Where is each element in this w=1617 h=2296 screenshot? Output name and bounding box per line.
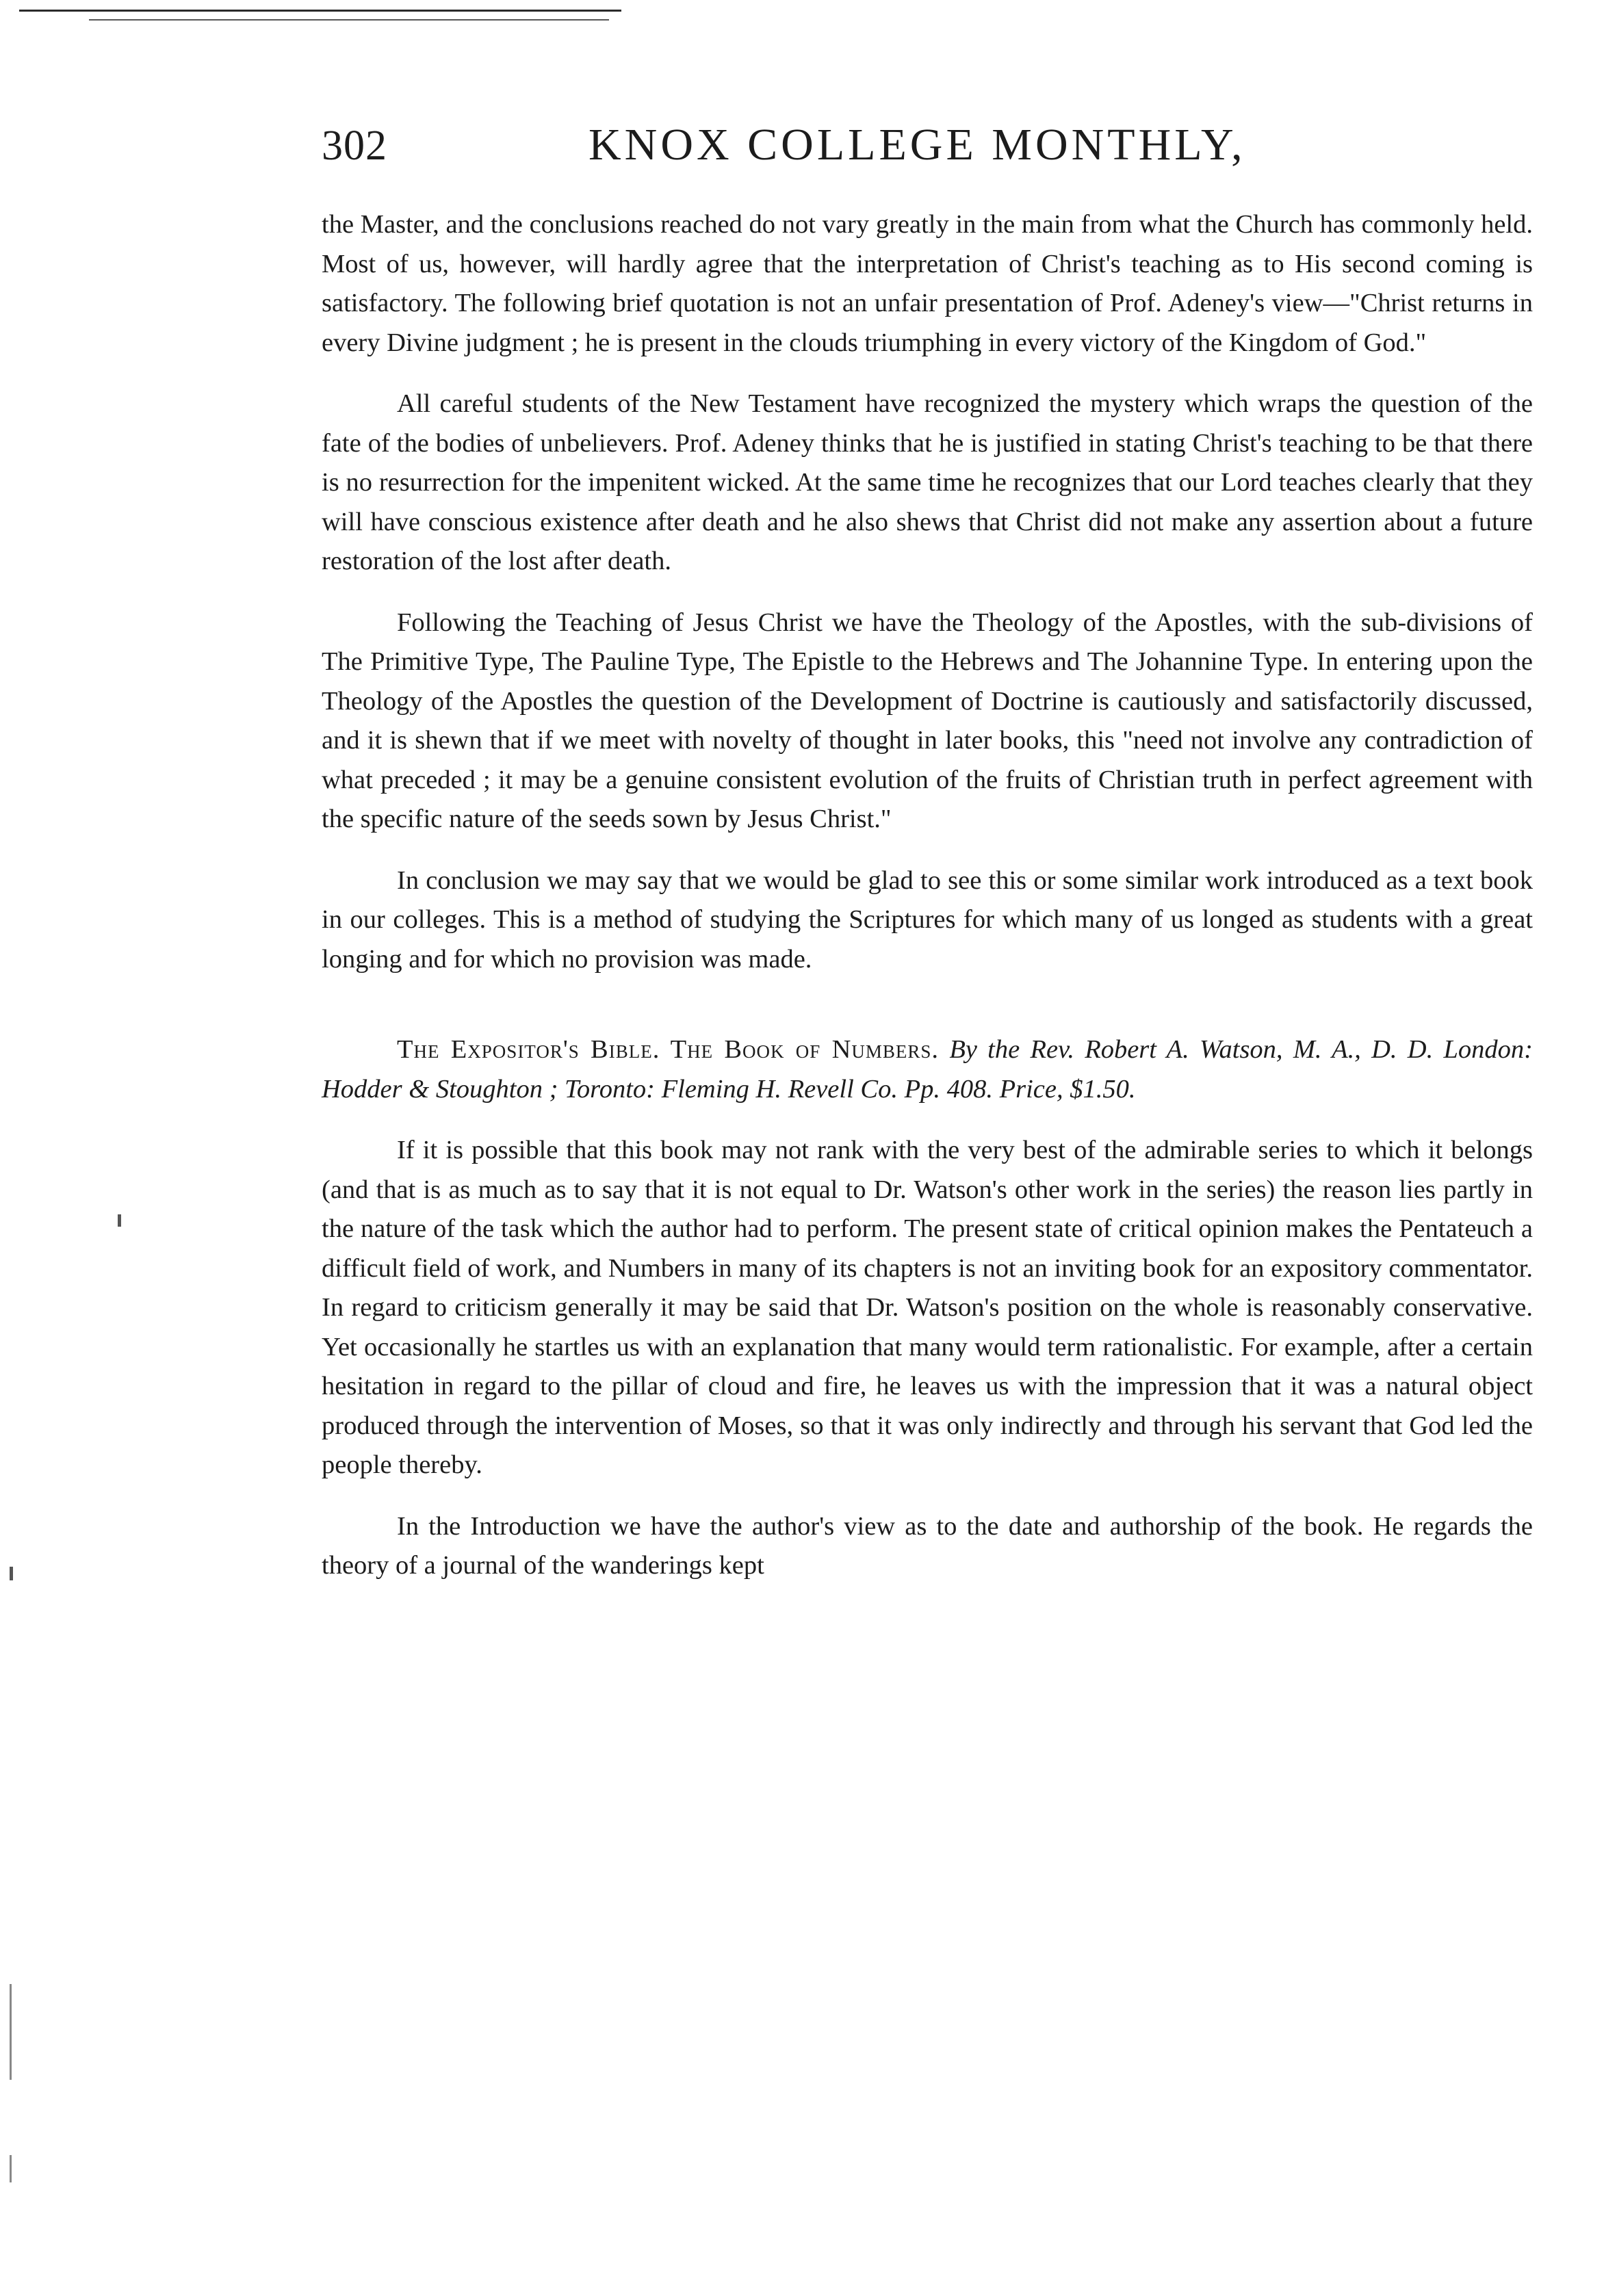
margin-speck <box>118 1214 121 1227</box>
paragraph: In conclusion we may say that we would be glad to see this or some similar work introduced as a text book in our colleges. This is a method of studying the Scriptures for which many of us longed as students with a great longing and for which no provision was made. <box>322 865 1533 974</box>
review-book-title: The Book of Numbers. <box>670 1035 940 1064</box>
review-publisher: London: Hodder & Stoughton ; Toronto: Fleming H. Revell Co. <box>322 1035 1533 1104</box>
running-title: KNOX COLLEGE MONTHLY, <box>588 120 1246 170</box>
top-rule-secondary <box>89 19 609 21</box>
review-pages: Pp. 408. <box>904 1074 993 1104</box>
article-body <box>322 205 1533 1608</box>
margin-dotted-line <box>10 1984 12 2080</box>
review-paragraph: If it is possible that this book may not rank with the very best of the admirable series to which it belongs (and that is as much as to say that it is not equal to Dr. Watson's other work in the series) the reason lies partly in the nature of the task which the author had to perform. The present state of critical opinion makes the Pentateuch a difficult field of work, and Numbers in many of its chapters is not an inviting book for an expository commentator. In regard to criticism generally it may be said that Dr. Watson's position on the whole is reasonably conservative. Yet occasionally he startles us with an explanation that many would term rationalistic. For example, after a certain hesitation in regard to the pillar of cloud and fire, he leaves us with the impression that it was a natural object produced through the intervention of Moses, so that it was only indirectly and through his servant that God led the people thereby. <box>322 1136 1533 1479</box>
paragraph: Following the Teaching of Jesus Christ we have the Theology of the Apostles, with the sub-divisions of The Primitive Type, The Pauline Type, The Epistle to the Hebrews and The Johannine Type. In entering upon the Theology of the Apostles the question of the Development of Doctrine is cautiously and satisfactorily discussed, and it is shewn that if we meet with novelty of thought in later books, this "need not involve any contradiction of what preceded ; it may be a genuine consistent evolution of the fruits of Christian truth in perfect agreement with the specific nature of the seeds sown by Jesus Christ." <box>322 608 1533 833</box>
paragraph-continuation: the Master, and the conclusions reached do not vary greatly in the main from what the Church has commonly held. Most of us, however, will hardly agree that the interpretation of Christ's teaching as to His second coming is satisfactory. The following brief quotation is not an unfair presentation of Prof. Adeney's view—"Christ returns in every Divine judgment ; he is present in the clouds triumphing in every victory of the Kingdom of God." <box>322 210 1533 357</box>
margin-dotted-line <box>10 2155 12 2182</box>
review-heading <box>322 1030 1533 1109</box>
review-price: Price, $1.50. <box>999 1074 1136 1104</box>
margin-speck <box>10 1567 13 1580</box>
running-header <box>322 115 1533 190</box>
top-rule <box>19 10 621 12</box>
review-series: The Expositor's Bible. <box>397 1035 660 1064</box>
page-number: 302 <box>322 122 387 169</box>
paragraph: All careful students of the New Testament have recognized the mystery which wraps the question of the fate of the bodies of unbelievers. Prof. Adeney thinks that he is justified in stating Christ's teaching to be that there is no resurrection for the impenitent wicked. At the same time he recognizes that our Lord teaches clearly that they will have conscious existence after death and he also shews that Christ did not make any assertion about a future restoration of the lost after death. <box>322 389 1533 575</box>
review-author: By the Rev. Robert A. Watson, M. A., D. D. <box>949 1035 1434 1064</box>
review-paragraph: In the Introduction we have the author's view as to the date and authorship of the book. He regards the theory of a journal of the wanderings kept <box>322 1511 1533 1580</box>
